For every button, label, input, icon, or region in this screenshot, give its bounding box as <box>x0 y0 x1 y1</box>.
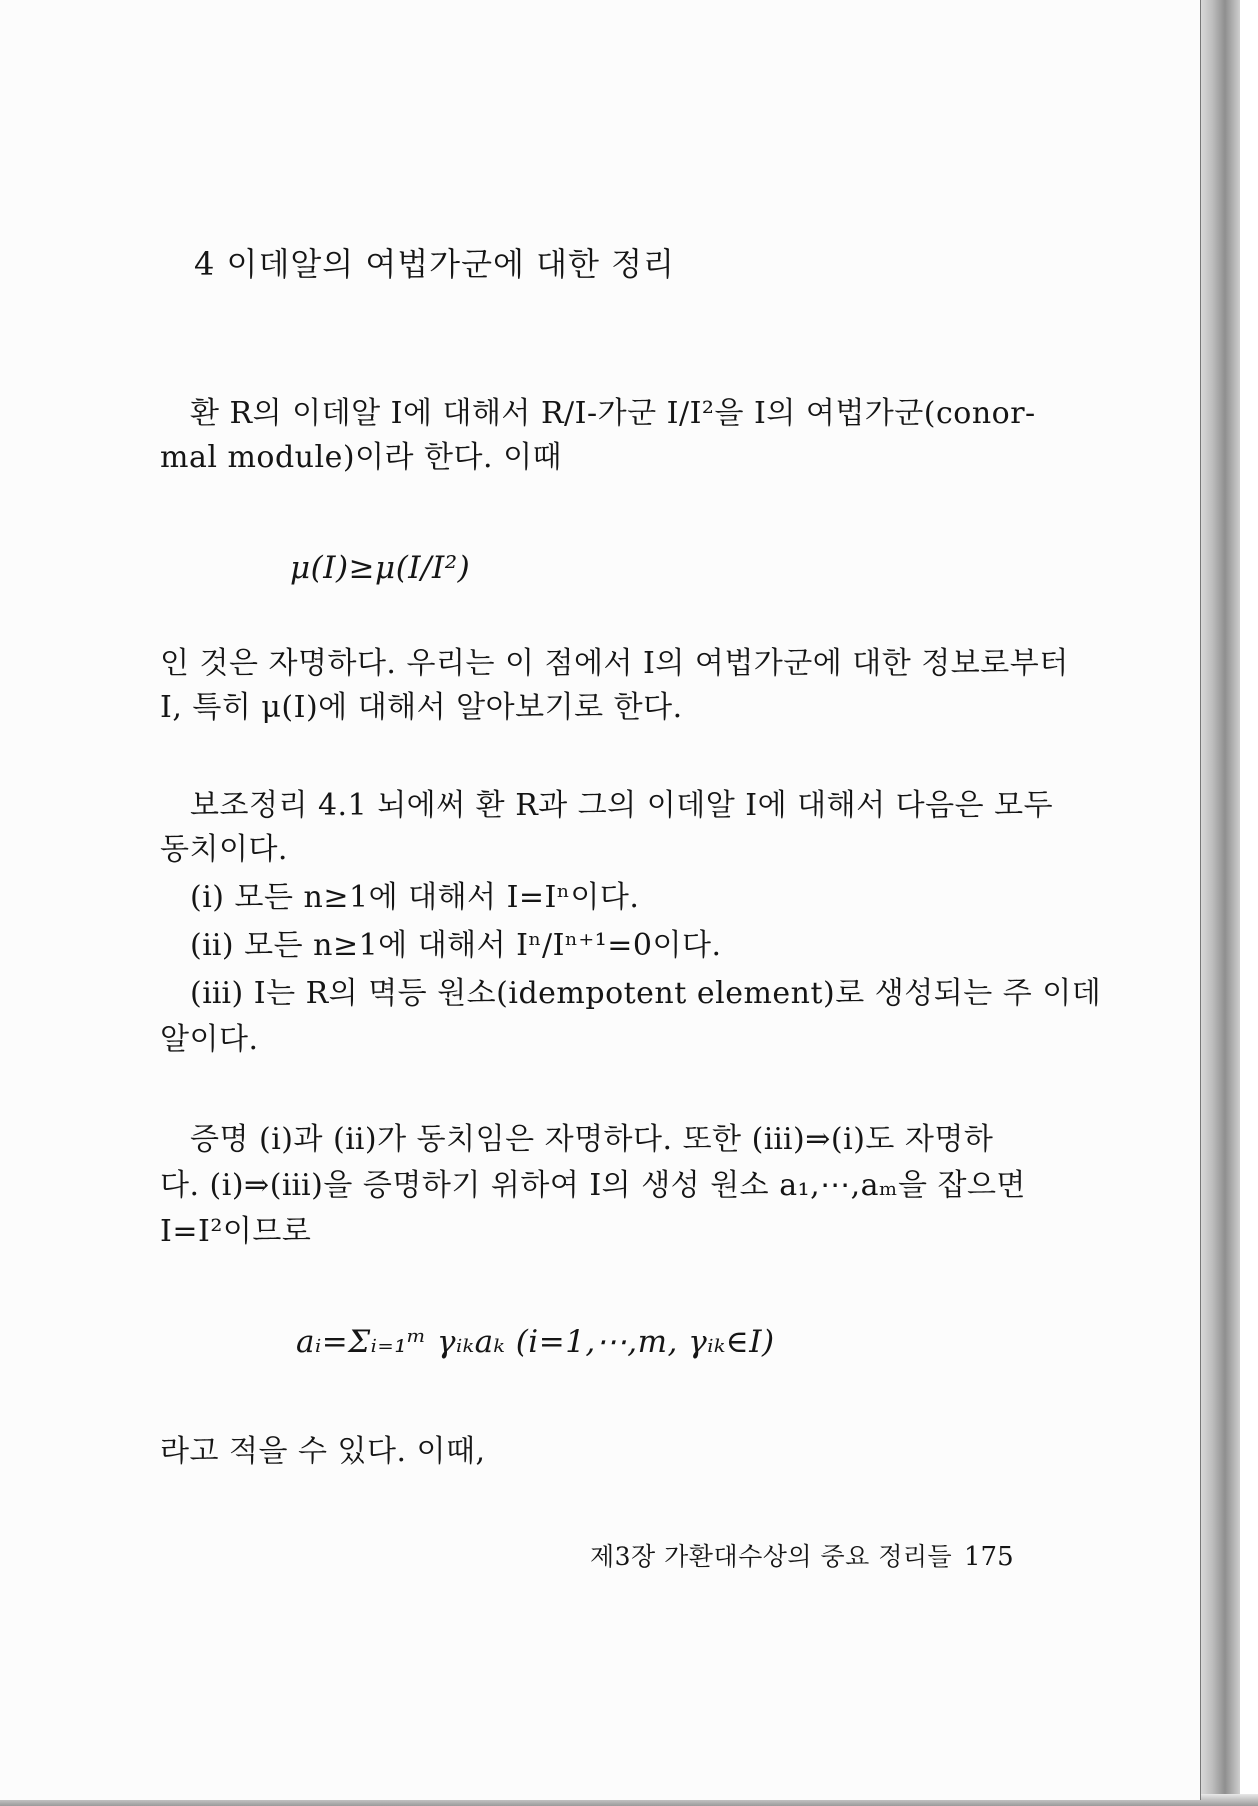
closing-line: 라고 적을 수 있다. 이때, <box>160 1434 486 1469</box>
proof-line-1: 증명 (ⅰ)과 (ⅱ)가 동치임은 자명하다. 또한 (ⅲ)⇒(ⅰ)도 자명하 <box>190 1122 994 1157</box>
proof-line-2: 다. (ⅰ)⇒(ⅲ)을 증명하기 위하여 I의 생성 원소 a₁,⋯,aₘ을 잡으면 <box>160 1168 1026 1203</box>
paragraph-2-line-1: 인 것은 자명하다. 우리는 이 점에서 I의 여법가군에 대한 정보로부터 <box>160 646 1069 681</box>
page-number: 175 <box>964 1542 1014 1572</box>
formula-sum-generators: aᵢ=Σᵢ₌₁ᵐ γᵢₖaₖ (i=1,⋯,m, γᵢₖ∈I) <box>296 1324 775 1360</box>
section-heading: 4 이데알의 여법가군에 대한 정리 <box>194 245 675 283</box>
paragraph-2-line-2: I, 특히 μ(I)에 대해서 알아보기로 한다. <box>160 690 683 725</box>
lemma-line-1: 보조정리 4.1 뇌에써 환 R과 그의 이데알 I에 대해서 다음은 모두 <box>190 788 1054 823</box>
paragraph-1-line-1: 환 R의 이데알 I에 대해서 R/I-가군 I/I²을 I의 여법가군(conor- <box>190 396 1036 431</box>
lemma-item-3-line-1: (ⅲ) I는 R의 멱등 원소(idempotent element)로 생성되는 주 이데 <box>190 976 1102 1011</box>
lemma-line-2: 동치이다. <box>160 832 288 867</box>
paragraph-1-line-2: mal module)이라 한다. 이때 <box>160 440 563 475</box>
lemma-item-3-line-2: 알이다. <box>160 1022 259 1057</box>
proof-line-3: I=I²이므로 <box>160 1214 312 1249</box>
lemma-item-2: (ⅱ) 모든 n≥1에 대해서 Iⁿ/Iⁿ⁺¹=0이다. <box>190 928 722 963</box>
formula-mu-inequality: μ(I)≥μ(I/I²) <box>290 550 471 586</box>
lemma-item-1: (ⅰ) 모든 n≥1에 대해서 I=Iⁿ이다. <box>190 880 640 915</box>
running-footer-chapter: 제3장 가환대수상의 중요 정리들 <box>590 1542 953 1571</box>
